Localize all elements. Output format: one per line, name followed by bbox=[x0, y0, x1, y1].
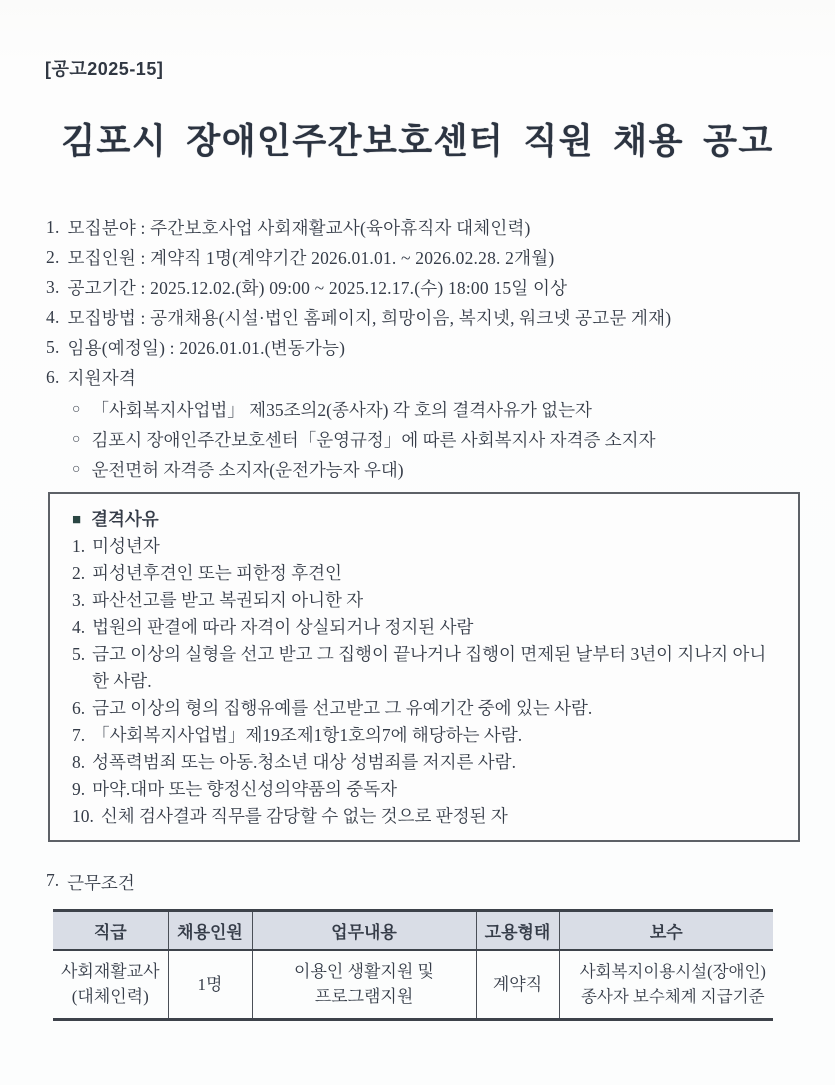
disqualification-item bbox=[72, 560, 780, 587]
notice-number: [공고2025-15] bbox=[45, 59, 164, 79]
disqualification-item bbox=[72, 641, 780, 695]
page-title: 김포시 장애인주간보호센터 직원 채용 공고 bbox=[61, 122, 774, 161]
circle-bullet-icon: ○ bbox=[72, 402, 81, 417]
table-row bbox=[53, 950, 773, 1020]
section-number: 7. bbox=[46, 870, 60, 890]
item-number: 3. bbox=[72, 590, 86, 610]
item-number: 6. bbox=[72, 698, 86, 718]
disqualification-heading bbox=[72, 506, 780, 533]
item-number: 4. bbox=[46, 306, 60, 327]
item-text: 법원의 판결에 따라 자격이 상실되거나 정지된 사람 bbox=[92, 617, 474, 637]
disqualification-item bbox=[72, 695, 780, 722]
header-count: 채용인원 bbox=[168, 911, 252, 950]
circle-bullet-icon: ○ bbox=[72, 432, 81, 447]
item-number: 3. bbox=[46, 276, 60, 297]
list-item-recruit-count bbox=[46, 242, 806, 272]
item-text: 모집인원 : 계약직 1명(계약기간 2026.01.01. ~ 2026.02.28. 2개월) bbox=[67, 247, 555, 268]
square-bullet-icon: ■ bbox=[72, 512, 82, 528]
cell-pay-line1: 사회복지이용시설(장애인) bbox=[579, 962, 766, 982]
item-text: 피성년후견인 또는 피한정 후견인 bbox=[92, 563, 342, 583]
item-number: 1. bbox=[72, 536, 86, 556]
item-text: 파산선고를 받고 복권되지 아니한 자 bbox=[92, 590, 364, 610]
cell-employment-type: 계약직 bbox=[476, 950, 559, 1020]
item-text: 미성년자 bbox=[92, 536, 160, 556]
circle-bullet-icon: ○ bbox=[72, 462, 81, 477]
item-number: 4. bbox=[72, 617, 86, 637]
disqualification-item bbox=[72, 614, 780, 641]
qualification-text: 「사회복지사업법」 제35조의2(종사자) 각 호의 결격사유가 없는자 bbox=[91, 399, 592, 420]
qualification-item bbox=[72, 424, 806, 454]
item-text: 신체 검사결과 직무를 감당할 수 없는 것으로 판정된 자 bbox=[100, 806, 508, 826]
disqualification-box bbox=[48, 492, 800, 842]
list-item-notice-period bbox=[46, 272, 806, 302]
qualification-item bbox=[72, 454, 806, 484]
disqualification-item bbox=[72, 749, 780, 776]
item-number: 8. bbox=[72, 752, 86, 772]
cell-duties bbox=[252, 950, 476, 1020]
section-title: 근무조건 bbox=[67, 873, 135, 893]
header-employment-type: 고용형태 bbox=[476, 911, 559, 950]
header-duties: 업무내용 bbox=[252, 911, 476, 950]
item-text: 모집방법 : 공개채용(시설·법인 홈페이지, 희망이음, 복지넷, 워크넷 공고문 게재) bbox=[67, 307, 672, 328]
cell-duties-line1: 이용인 생활지원 및 bbox=[294, 962, 434, 982]
item-number: 6. bbox=[46, 366, 60, 387]
disqualification-heading-text: 결격사유 bbox=[91, 509, 159, 529]
header-position: 직급 bbox=[53, 911, 168, 950]
qualification-list bbox=[72, 394, 806, 484]
cell-position-line2: (대체인력) bbox=[71, 987, 149, 1007]
item-number: 1. bbox=[46, 216, 60, 237]
item-text: 임용(예정일) : 2026.01.01.(변동가능) bbox=[67, 337, 346, 358]
disqualification-item bbox=[72, 587, 780, 614]
item-number: 5. bbox=[46, 336, 60, 357]
list-item-qualification bbox=[46, 362, 806, 392]
item-text: 금고 이상의 실형을 선고 받고 그 집행이 끝나거나 집행이 면제된 날부터 3년이 지나지 아니한 사람. bbox=[92, 644, 767, 691]
work-conditions-table bbox=[53, 909, 773, 1021]
qualification-text: 김포시 장애인주간보호센터「운영규정」에 따른 사회복지사 자격증 소지자 bbox=[91, 429, 656, 450]
item-number: 2. bbox=[72, 563, 86, 583]
work-conditions-heading bbox=[46, 870, 806, 895]
cell-count: 1명 bbox=[168, 950, 252, 1020]
cell-position-line1: 사회재활교사 bbox=[60, 962, 160, 982]
item-text: 모집분야 : 주간보호사업 사회재활교사(육아휴직자 대체인력) bbox=[67, 217, 531, 238]
item-number: 7. bbox=[72, 725, 86, 745]
item-text: 지원자격 bbox=[67, 367, 136, 388]
header-pay: 보수 bbox=[559, 911, 773, 950]
cell-duties-line2: 프로그램지원 bbox=[314, 987, 414, 1007]
item-text: 공고기간 : 2025.12.02.(화) 09:00 ~ 2025.12.17.(수) 18:00 15일 이상 bbox=[67, 277, 568, 298]
list-item-appointment-date bbox=[46, 332, 806, 362]
list-item-recruit-method bbox=[46, 302, 806, 332]
table-header-row bbox=[53, 911, 773, 950]
cell-position bbox=[53, 950, 168, 1020]
item-number: 10. bbox=[72, 806, 94, 826]
item-number: 9. bbox=[72, 779, 86, 799]
item-number: 5. bbox=[72, 644, 86, 664]
cell-pay bbox=[559, 950, 773, 1020]
list-item-recruit-field bbox=[46, 212, 806, 242]
document-body bbox=[46, 212, 806, 1021]
main-list bbox=[46, 212, 806, 392]
disqualification-item bbox=[72, 803, 780, 830]
disqualification-item bbox=[72, 776, 780, 803]
disqualification-item bbox=[72, 533, 780, 560]
disqualification-item bbox=[72, 722, 780, 749]
item-text: 금고 이상의 형의 집행유예를 선고받고 그 유예기간 중에 있는 사람. bbox=[92, 698, 593, 718]
cell-pay-line2: 종사자 보수체계 지급기준 bbox=[580, 987, 765, 1007]
item-number: 2. bbox=[46, 246, 60, 267]
qualification-item bbox=[72, 394, 806, 424]
qualification-text: 운전면허 자격증 소지자(운전가능자 우대) bbox=[91, 459, 404, 480]
item-text: 마약.대마 또는 향정신성의약품의 중독자 bbox=[92, 779, 398, 799]
item-text: 「사회복지사업법」제19조제1항1호의7에 해당하는 사람. bbox=[92, 725, 523, 745]
item-text: 성폭력범죄 또는 아동.청소년 대상 성범죄를 저지른 사람. bbox=[92, 752, 516, 772]
